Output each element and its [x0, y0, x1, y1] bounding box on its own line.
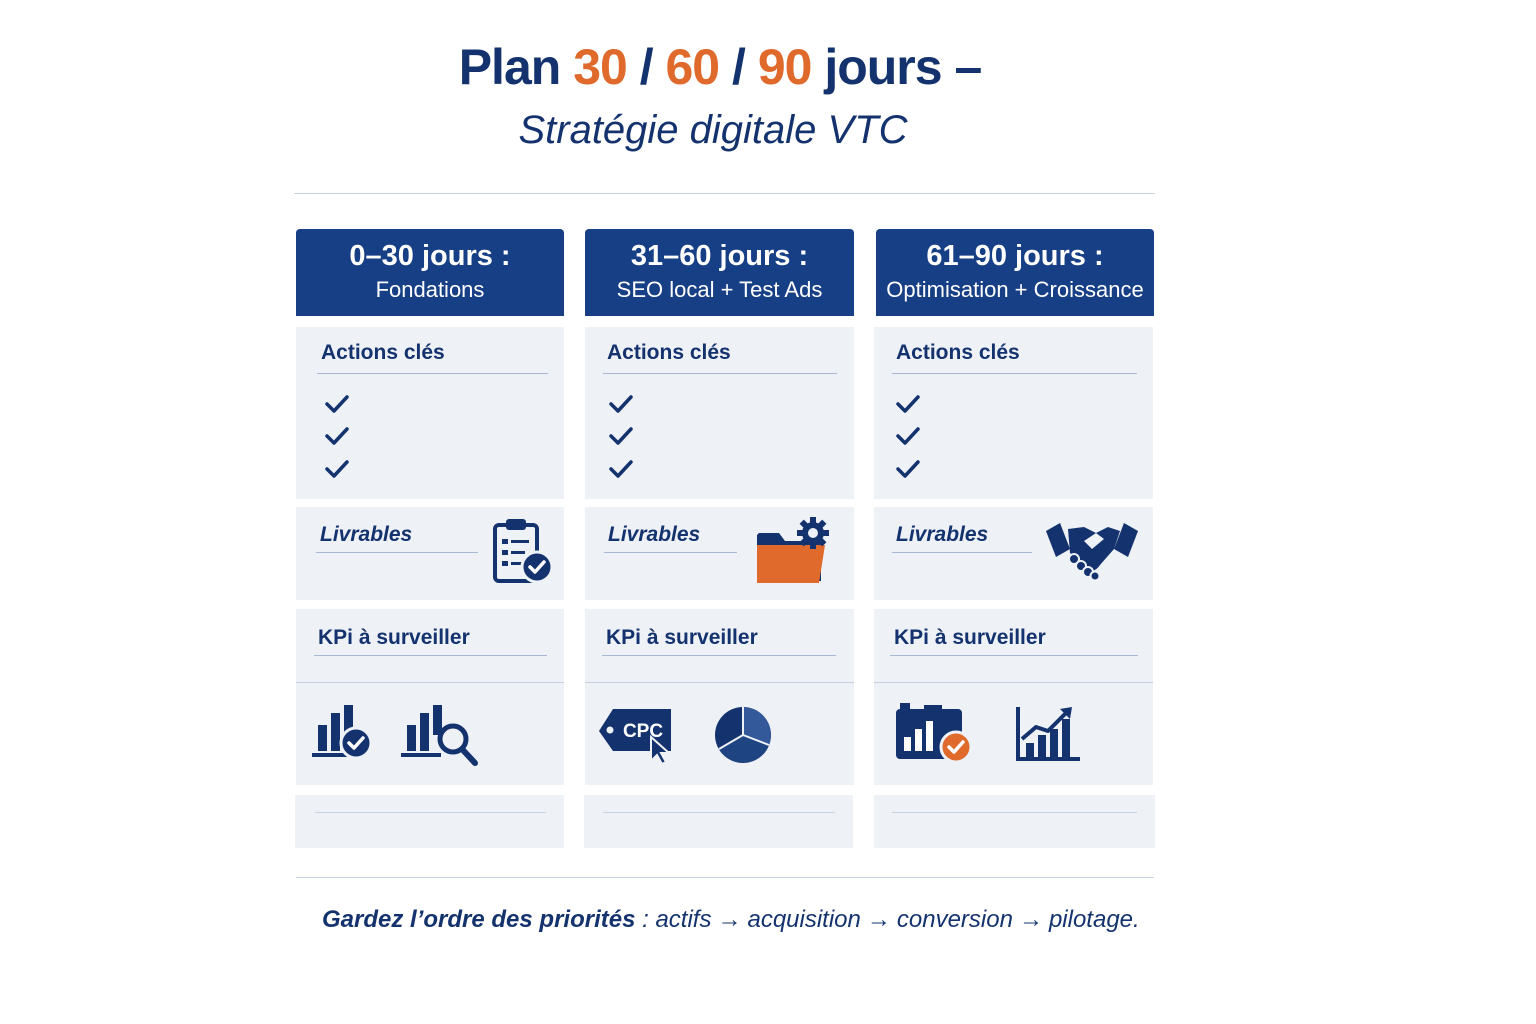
folder-gear-icon: [755, 515, 831, 587]
kpi-divider-2: [585, 682, 854, 683]
column-range-2: 31–60 jours :: [630, 240, 809, 272]
footer-step-2: acquisition: [747, 906, 861, 933]
dashboard-check-icon: [894, 701, 976, 765]
bottom-divider: [296, 877, 1154, 878]
column-range-1: 0–30 jours :: [349, 240, 511, 272]
arrow-icon: →: [866, 906, 891, 933]
check-icon: [608, 458, 634, 480]
kpi-label-3: KPi à surveiller: [894, 626, 1046, 649]
title-60: 60: [665, 39, 720, 95]
check-icon: [324, 458, 350, 480]
check-icon: [895, 425, 921, 447]
kpi-label-1: KPi à surveiller: [318, 626, 470, 649]
deliverables-underline-2: [604, 552, 737, 553]
arrow-icon: →: [1018, 906, 1043, 933]
deliverables-underline-3: [892, 552, 1032, 553]
kpi-divider-1: [296, 682, 564, 683]
column-theme-3: Optimisation + Croissance: [886, 277, 1144, 302]
deliverables-panel-1: [296, 507, 564, 600]
actions-underline-2: [603, 373, 837, 374]
check-icon: [895, 458, 921, 480]
kpi-underline-1: [314, 655, 547, 656]
check-icon: [608, 393, 634, 415]
actions-panel-2: [585, 327, 854, 499]
column-theme-1: Fondations: [375, 277, 485, 302]
column-theme-2: SEO local + Test Ads: [616, 277, 823, 302]
notes-line-2: [603, 812, 835, 813]
kpi-underline-3: [890, 655, 1138, 656]
title-sep-1: /: [626, 39, 666, 95]
deliverables-underline-1: [316, 552, 478, 553]
check-icon: [324, 425, 350, 447]
check-icon: [608, 425, 634, 447]
notes-panel-3: [874, 795, 1155, 848]
footer-step-3: conversion: [896, 906, 1013, 933]
actions-label-2: Actions clés: [607, 341, 731, 364]
page-subtitle: Stratégie digitale VTC: [518, 108, 908, 152]
check-icon: [895, 393, 921, 415]
kpi-panel-2: [585, 609, 854, 785]
title-30: 30: [573, 39, 627, 95]
title-sep-2: /: [719, 39, 758, 95]
footer-step-4: pilotage.: [1048, 906, 1140, 933]
notes-panel-1: [295, 795, 564, 848]
column-header-1: [296, 229, 564, 316]
notes-panel-2: [584, 795, 853, 848]
cpc-text: CPC: [622, 721, 664, 742]
notes-line-1: [315, 812, 546, 813]
bar-chart-search-icon: [401, 703, 481, 767]
deliverables-label-2: Livrables: [608, 523, 701, 546]
title-90: 90: [757, 39, 812, 95]
cpc-tag-cursor-icon: [597, 703, 677, 765]
deliverables-label-1: Livrables: [320, 523, 413, 546]
actions-label-1: Actions clés: [321, 341, 445, 364]
kpi-underline-2: [602, 655, 836, 656]
bar-chart-check-icon: [312, 703, 376, 761]
deliverables-label-3: Livrables: [896, 523, 989, 546]
pie-chart-icon: [713, 705, 773, 765]
kpi-divider-3: [874, 682, 1153, 683]
footer-step-1: : actifs: [635, 906, 712, 933]
growth-chart-icon: [1014, 705, 1082, 763]
kpi-label-2: KPi à surveiller: [606, 626, 758, 649]
footer-lead: Gardez l’ordre des priorités: [322, 906, 636, 933]
deliverables-panel-3: [874, 507, 1153, 600]
column-header-3: [876, 229, 1154, 316]
handshake-icon: [1044, 519, 1140, 583]
page-title: [0, 38, 1440, 96]
clipboard-check-icon: [490, 517, 556, 587]
column-range-3: 61–90 jours :: [926, 240, 1104, 272]
arrow-icon: →: [717, 906, 742, 933]
priority-footer: [322, 906, 1140, 934]
top-divider: [294, 193, 1155, 194]
actions-panel-3: [874, 327, 1153, 499]
deliverables-panel-2: [585, 507, 854, 600]
actions-panel-1: [296, 327, 564, 499]
title-prefix: Plan: [458, 39, 574, 95]
check-icon: [324, 393, 350, 415]
title-suffix: jours –: [811, 39, 982, 95]
notes-line-3: [892, 812, 1137, 813]
actions-label-3: Actions clés: [896, 341, 1020, 364]
kpi-panel-1: [296, 609, 564, 785]
column-header-2: [585, 229, 854, 316]
actions-underline-3: [892, 373, 1137, 374]
actions-underline-1: [317, 373, 548, 374]
kpi-panel-3: [874, 609, 1153, 785]
